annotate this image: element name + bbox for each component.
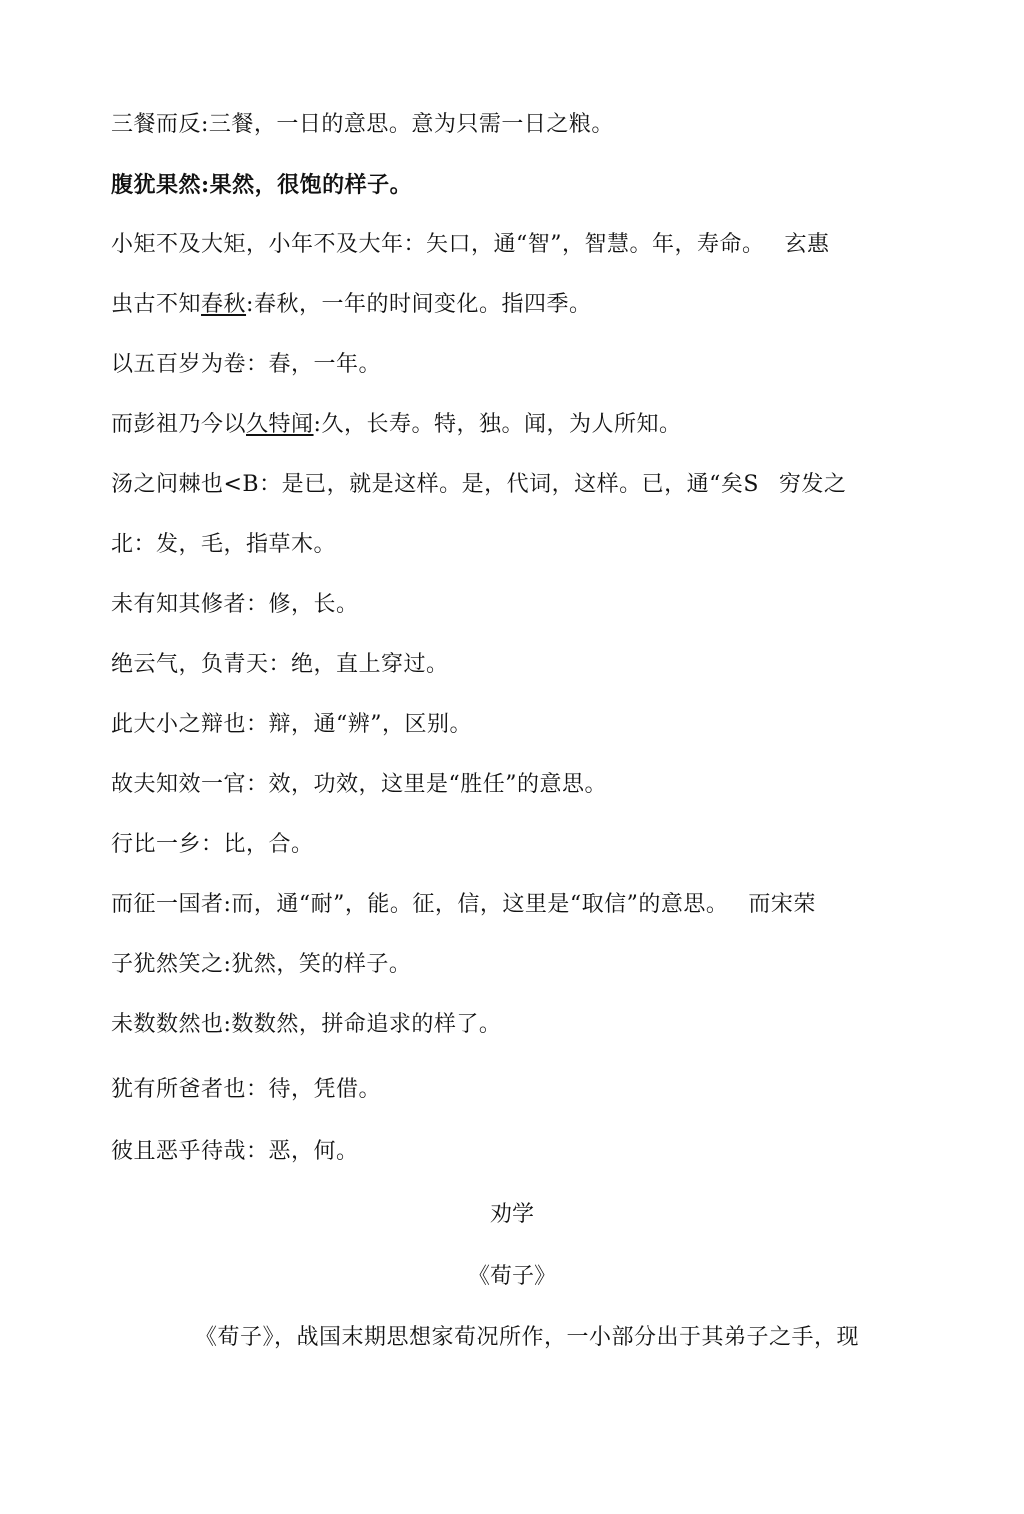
note-text: 以五百岁为卷：春，一年。	[111, 352, 382, 377]
note-line	[111, 590, 359, 620]
note-line	[111, 530, 336, 560]
note-line	[111, 770, 607, 800]
note-text-tail: 而宋荣	[748, 892, 816, 917]
note-text: 子犹然笑之:犹然，笑的样子。	[111, 952, 412, 977]
note-line	[111, 290, 591, 320]
section-title: 劝学	[489, 1202, 534, 1227]
note-text: 行比一乡：比，合。	[111, 832, 314, 857]
note-text-tail: 玄惠	[784, 232, 830, 257]
note-text: 虫古不知	[111, 292, 202, 317]
note-line	[111, 830, 314, 860]
note-text: 腹犹果然:果然，很饱的样子。	[111, 172, 413, 198]
underlined-term: 春秋	[201, 292, 247, 317]
note-text: 未数数然也:数数然，拼命追求的样了。	[111, 1012, 502, 1037]
note-line	[111, 890, 816, 920]
note-line	[111, 410, 681, 440]
note-line	[111, 1075, 381, 1105]
intro-text: 《荀子》，战国末期思想家荀况所作，一小部分出于其弟子之手，现	[195, 1325, 860, 1350]
underlined-term: 久特闻	[246, 412, 314, 437]
note-line	[111, 230, 830, 260]
note-text: 绝云气，负青天：绝，直上穿过。	[111, 652, 449, 677]
note-text: 此大小之辩也：辩，通“辨”，区别。	[111, 712, 472, 737]
note-text: 故夫知效一官：效，功效，这里是“胜任”的意思。	[111, 772, 607, 797]
note-text: :久，长寿。特，独。闻，为人所知。	[313, 412, 682, 437]
note-text-tail: 穷发之	[778, 472, 847, 497]
note-text: 彼且恶乎待哉：恶，何。	[111, 1139, 359, 1164]
intro-paragraph	[195, 1323, 859, 1353]
note-line-bold	[111, 170, 412, 200]
note-line	[111, 1010, 501, 1040]
note-line	[111, 1137, 359, 1167]
note-line	[111, 710, 472, 740]
note-text: 未有知其修者：修，长。	[111, 592, 359, 617]
note-line	[111, 110, 614, 140]
note-text: 北：发，毛，指草木。	[111, 532, 337, 557]
section-author: 《荀子》	[467, 1264, 556, 1289]
note-text: :春秋，一年的时间变化。指四季。	[246, 292, 592, 317]
note-text: 三餐而反:三餐，一日的意思。意为只需一日之粮。	[111, 112, 614, 137]
note-text: 犹有所爸者也：待，凭借。	[111, 1077, 382, 1102]
note-line	[111, 650, 449, 680]
note-line	[111, 350, 381, 380]
note-line	[111, 470, 846, 500]
note-text: 小矩不及大矩，小年不及大年：矢口，通“智”，智慧。年，寿命。	[111, 232, 765, 257]
note-text: 而彭祖乃今以	[111, 412, 247, 437]
note-line	[111, 950, 411, 980]
note-text: 汤之问棘也<B：是已，就是这样。是，代词，这样。已，通“矣S	[111, 472, 759, 497]
note-text: 而征一国者:而，通“耐”，能。征，信，这里是“取信”的意思。	[111, 892, 729, 917]
